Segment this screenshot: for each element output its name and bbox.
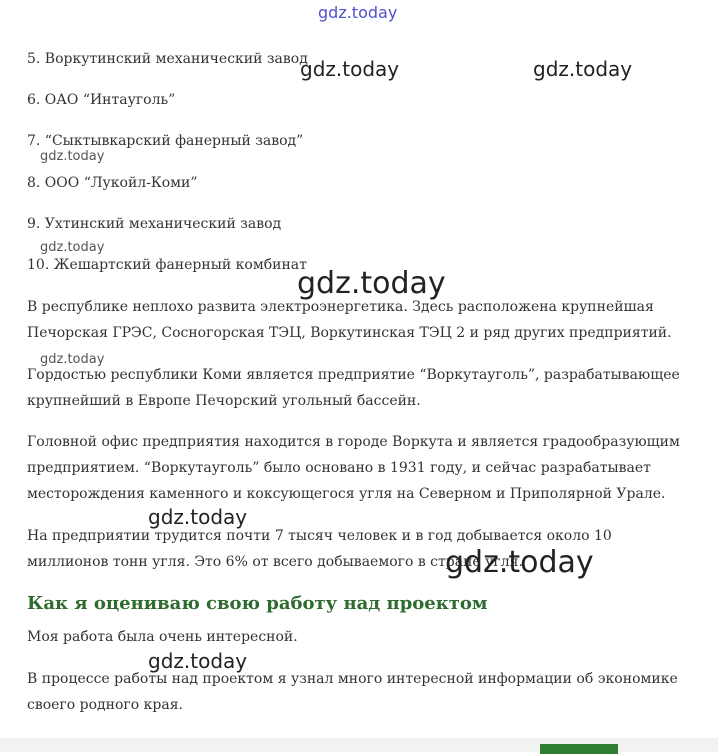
footer-button[interactable] — [540, 744, 618, 754]
paragraph: Моя работа была очень интересной. — [27, 629, 298, 645]
watermark-top: gdz.today — [318, 3, 398, 22]
list-item: 7. “Сыктывкарский фанерный завод” — [27, 133, 304, 149]
list-item: 10. Жешартский фанерный комбинат — [27, 257, 307, 273]
paragraph: В процессе работы над проектом я узнал много интересной информации об экономике своего родного края. — [27, 671, 678, 713]
list-item: 8. ООО “Лукойл-Коми” — [27, 175, 198, 191]
paragraph: В республике неплохо развита электроэнергетика. Здесь расположена крупнейшая Печорская ГРЭС, Сосногорская ТЭЦ, Воркутинская ТЭЦ 2 и ряд других предприятий. — [27, 299, 672, 341]
section-heading: Как я оцениваю свою работу над проектом — [27, 593, 488, 614]
paragraph: Гордостью республики Коми является предприятие “Воркутауголь”, разрабатывающее крупнейший в Европе Печорский угольный бассейн. — [27, 367, 680, 409]
watermark: gdz.today — [445, 545, 594, 580]
watermark: gdz.today — [533, 57, 633, 81]
watermark: gdz.today — [148, 649, 248, 673]
watermark: gdz.today — [297, 266, 446, 301]
watermark: gdz.today — [40, 149, 105, 164]
paragraph: На предприятии трудится почти 7 тысяч человек и в год добывается около 10 миллионов тонн угля. Это 6% от всего добываемого в стране угля. — [27, 528, 612, 570]
watermark: gdz.today — [300, 57, 400, 81]
watermark: gdz.today — [148, 505, 248, 529]
watermark: gdz.today — [40, 352, 105, 367]
list-item: 5. Воркутинский механический завод — [27, 51, 308, 67]
paragraph: Головной офис предприятия находится в городе Воркута и является градообразующим предприятием. “Воркутауголь” было основано в 1931 году, и сейчас разрабатывает месторождения каменного и коксующегося угля на Северном и Приполярной Урале. — [27, 434, 680, 502]
list-item: 6. ОАО “Интауголь” — [27, 92, 176, 108]
list-item: 9. Ухтинский механический завод — [27, 216, 282, 232]
watermark: gdz.today — [40, 240, 105, 255]
